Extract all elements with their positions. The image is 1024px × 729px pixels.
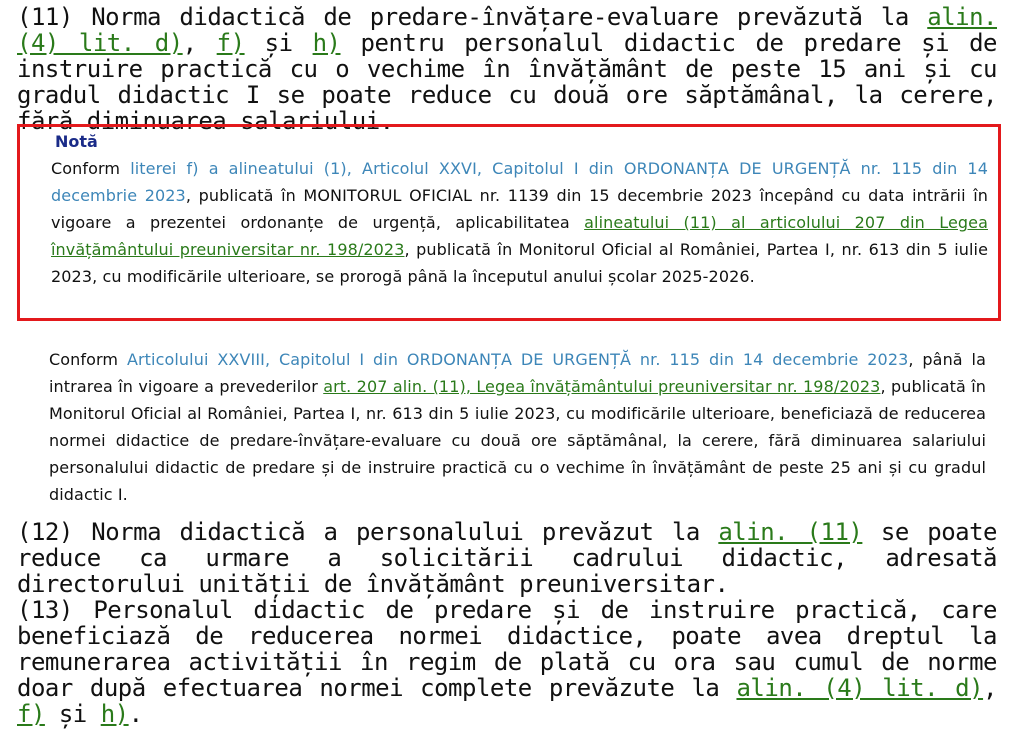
p13-text-2: . (128, 700, 143, 728)
nota-text-3: , publicată în Monitorul Oficial al României, Partea I, nr. 613 din 5 iulie 2023, cu modificările ulterioare, se prorogă până la începutul anului școlar 2025-2026. (51, 240, 989, 286)
nota-text (51, 155, 988, 290)
link-art-207-alin-11-lege[interactable]: art. 207 alin. (11), Legea învățământului preuniversitar nr. 198/2023 (323, 377, 881, 396)
nota-box (17, 124, 1001, 321)
link-art-207-alin-11[interactable]: alineatului (11) al articolului 207 din Legea învățământului preuniversitar nr. 198/2023 (51, 213, 988, 259)
nota-text-2: , publicată în MONITORUL OFICIAL nr. 1139 din 15 decembrie 2023 începând cu data intrării în vigoare a prezentei ordonanțe de urgență, aplicabilitatea (51, 186, 988, 232)
p11-text-1: (11) Norma didactică de predare-învățare-evaluare prevăzută la (17, 3, 928, 31)
paragraph-11 (17, 4, 997, 134)
p13-text-1: (13) Personalul didactic de predare și de instruire practică, care beneficiază de reducerea normei didactice, poate avea dreptul la remunerarea activității în regim de plată cu ora sau cumul de norme doar după efectuarea normei complete prevăzute la (17, 596, 997, 702)
link-alin-4-lit-d[interactable]: alin. (4) lit. d) (17, 3, 997, 57)
p13-sep-2: și (44, 700, 101, 728)
link-f-2[interactable]: f) (17, 700, 45, 728)
p11-text-2: pentru personalul didactic de predare și de instruire practică cu o vechime în învățământ de peste 15 ani și cu gradul didactic I se poate reduce cu două ore săptămânal, la cerere, fără diminuarea salariului. (17, 29, 998, 135)
conform-text-2: , până la intrarea în vigoare a prevederilor (49, 350, 986, 396)
p11-sep-1: , (182, 29, 217, 57)
p12-text-2: se poate reduce ca urmare a solicitării cadrului didactic, adresată directorului unității de învățământ preuniversitar. (17, 518, 997, 598)
p13-sep-1: , (983, 674, 997, 702)
p11-sep-2: și (244, 29, 313, 57)
nota-text-1: Conform (51, 159, 131, 178)
paragraph-13 (17, 597, 997, 727)
nota-title: Notă (55, 132, 98, 151)
link-alin-4-lit-d-2[interactable]: alin. (4) lit. d) (736, 674, 984, 702)
conform-text-3: , publicată în Monitorul Oficial al României, Partea I, nr. 613 din 5 iulie 2023, cu modificările ulterioare, beneficiază de reducerea normei didactice de predare-învățare-evaluare cu două ore săptămânal, la cerere, fără diminuarea salariului personalului didactic de predare și de instruire practică cu o vechime în învățământ de peste 25 ani și cu gradul didactic I. (49, 377, 987, 504)
link-alin-11[interactable]: alin. (11) (718, 518, 863, 546)
conform-reference-oug: Articolului XXVIII, Capitolul I din ORDONANȚA DE URGENȚĂ nr. 115 din 14 decembrie 2023 (126, 350, 909, 369)
link-h-2[interactable]: h) (100, 700, 129, 728)
link-h[interactable]: h) (312, 29, 341, 57)
link-f[interactable]: f) (216, 29, 245, 57)
nota-reference-oug: literei f) a alineatului (1), Articolul XXVI, Capitolul I din ORDONANȚA DE URGENȚĂ nr. 115 din 14 decembrie 2023 (51, 159, 988, 205)
paragraph-12 (17, 519, 997, 597)
conform-paragraph (49, 346, 986, 508)
conform-text-1: Conform (49, 350, 127, 369)
p12-text-1: (12) Norma didactică a personalului prevăzut la (17, 518, 719, 546)
